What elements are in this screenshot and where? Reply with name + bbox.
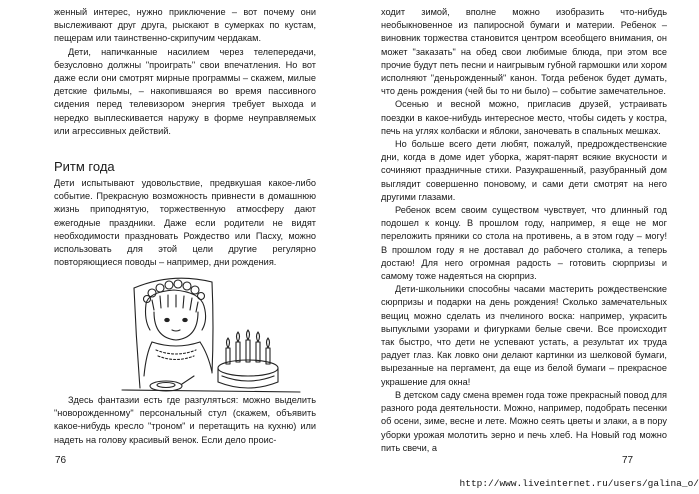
left-page — [0, 0, 349, 494]
paragraph: ходит зимой, вполне можно изобразить что-нибудь необыкновенное из папиросной бумаги и материи. Ребенок – виновник торжества становится центром всеобщего внимания, он может "заказать" на обед свои любимые блюда, при этом все прочие будут петь песни и наигрывым губной гармошки или хором исполняют "деньрожденный" канон. Тогда ребенок будет думать, что день рождения (чей бы то ни было) – событие замечательное. — [381, 7, 667, 97]
left-top-text — [54, 6, 316, 138]
section-heading: Ритм года — [54, 159, 115, 174]
paragraph: Здесь фантазии есть где разгуляться: можно выделить "новорожденному" персональный стул (скажем, объявить какое-нибудь кресло "троном" и перетащить на кухню) или надеть на голову красивый венок. Если дело проис- — [54, 395, 316, 445]
page-number: 77 — [622, 455, 634, 466]
left-bottom-text — [54, 394, 316, 447]
right-text — [381, 6, 667, 455]
birthday-child-illustration — [116, 268, 306, 398]
source-url-watermark: http://www.liveinternet.ru/users/galina_o/ — [459, 478, 699, 489]
paragraph: Но больше всего дети любят, пожалуй, предрождественские дни, когда в доме идет уборка, жарят-парят всякие вкусности и сочиняют праздничные стихи. Разукрашенный, разубранный дом выглядит совершенно поновому, и сами дети смотрят на него другими глазами. — [381, 139, 667, 202]
paragraph: Дети, напичканные насилием через телепередачи, безусловно должны "проиграть" свои впечатления. Но вот даже если они смотрят мирные программы – скажем, милые детские фильмы, – накопившаяся во время пассивного сидения перед телевизором энергия требует выхода и нередко выплескивается наружу в форме неуправляемых или агрессивных действий. — [54, 46, 316, 136]
paragraph: женный интерес, нужно приключение – вот почему они выслеживают друг друга, рыскают в сумерках по кустам, пещерам или таинственно-скрипучим чердакам. — [54, 7, 316, 44]
right-page — [349, 0, 699, 494]
paragraph: Дети испытывают удовольствие, предвкушая какое-либо событие. Прекрасную возможность привнести в домашнюю жизнь приподнятую, торжественную атмосферу дают ежегодные праздники. Даже если родители не видят необходимости праздновать Рождество или Пасху, можно использовать для этой цели другие регулярно повторяющиеся поводы – например, дни рождения. — [54, 178, 316, 268]
paragraph: В детском саду смена времен года тоже прекрасный повод для разного рода деятельности. Можно, например, подобрать песенки об осени, зиме, весне и лете. Можно сеять цветы и злаки, а в пору уборки урожая молотить зерно и печь хлеб. На Новый год можно пить свечи, а — [381, 389, 667, 453]
paragraph: Ребенок всем своим существом чувствует, что длинный год подошел к концу. В прошлом году, например, я еще не мог переложить пряники со стола на противень, а в этом году – могу! В прошлом году я не доставал до рабочего столика, а теперь достаю! Для него огромная радость – готовить сюрпризы и самому тоже надеяться на сюрприз. — [381, 205, 667, 282]
paragraph: Дети-школьники способны часами мастерить рождественские сюрпризы и подарки на день рождения! Сколько замечательных вещиц можно сделать из пчелиного воска: например, украсить выпуклыми узорами и фигурками белые свечи. Все происходит так быстро, что дети не успевают устать, а результат их труда радует глаз. Как ловко они делают картинки из шелковой бумаги, вырезанные на пергамент, да еще из белой бумаги – прекрасное украшение для окна! — [381, 284, 667, 387]
page-number: 76 — [55, 455, 67, 466]
left-mid-text — [54, 177, 316, 269]
paragraph: Осенью и весной можно, пригласив друзей, устраивать поездки в какое-нибудь интересное место, чтобы сидеть у костра, печь на углях колбаски и яблоки, заночевать в спальных мешках. — [381, 99, 667, 136]
